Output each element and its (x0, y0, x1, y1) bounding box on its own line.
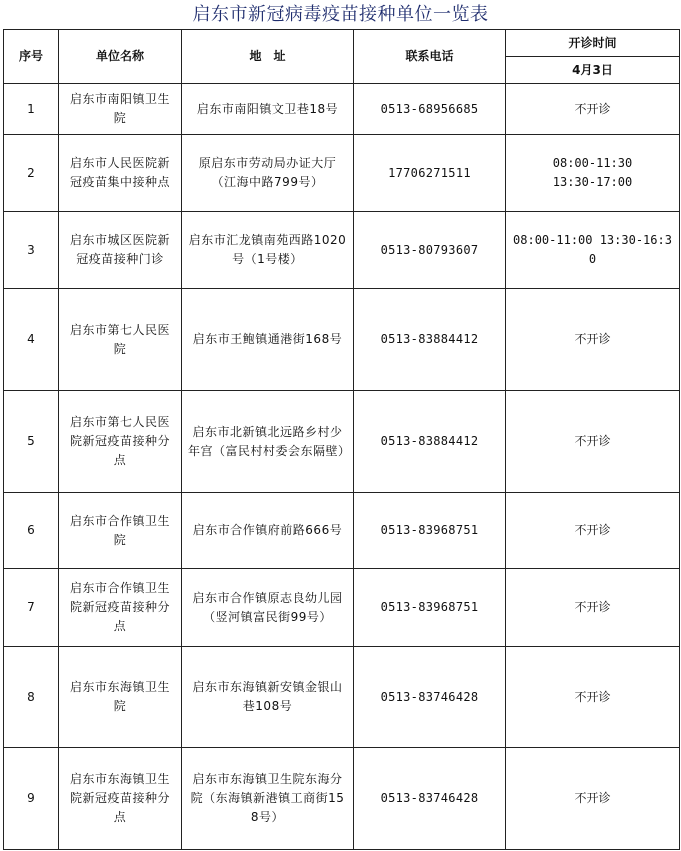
table-row (4, 84, 680, 135)
unit-address: 启东市东海镇新安镇金银山巷108号 (182, 647, 354, 748)
row-number: 3 (4, 212, 59, 289)
unit-name: 启东市第七人民医院 (59, 289, 182, 391)
unit-address: 启东市合作镇原志良幼儿园（竖河镇富民街99号） (182, 569, 354, 647)
unit-hours: 不开诊 (506, 493, 680, 569)
table-row (4, 212, 680, 289)
row-number: 5 (4, 391, 59, 493)
row-number: 9 (4, 748, 59, 850)
unit-name: 启东市东海镇卫生院 (59, 647, 182, 748)
table-row (4, 493, 680, 569)
unit-hours: 08:00-11:30 13:30-17:00 (506, 135, 680, 212)
unit-name: 启东市南阳镇卫生院 (59, 84, 182, 135)
unit-name: 启东市合作镇卫生院新冠疫苗接种分点 (59, 569, 182, 647)
unit-phone: 0513-68956685 (354, 84, 506, 135)
unit-phone: 17706271511 (354, 135, 506, 212)
table-row (4, 569, 680, 647)
vaccination-sites-table (3, 29, 680, 850)
unit-address: 启东市南阳镇文卫巷18号 (182, 84, 354, 135)
header-address: 地 址 (182, 30, 354, 84)
header-hours: 开诊时间 (506, 30, 680, 57)
unit-hours: 不开诊 (506, 391, 680, 493)
table-row (4, 748, 680, 850)
unit-name: 启东市第七人民医院新冠疫苗接种分点 (59, 391, 182, 493)
row-number: 1 (4, 84, 59, 135)
page-title: 启东市新冠病毒疫苗接种单位一览表 (192, 4, 489, 25)
unit-hours: 不开诊 (506, 84, 680, 135)
unit-hours: 不开诊 (506, 647, 680, 748)
unit-address: 启东市东海镇卫生院东海分院（东海镇新港镇工商街158号） (182, 748, 354, 850)
header-date: 4月3日 (506, 57, 680, 84)
unit-hours: 不开诊 (506, 289, 680, 391)
unit-address: 原启东市劳动局办证大厅（江海中路799号） (182, 135, 354, 212)
row-number: 2 (4, 135, 59, 212)
row-number: 4 (4, 289, 59, 391)
row-number: 7 (4, 569, 59, 647)
header-name: 单位名称 (59, 30, 182, 84)
unit-address: 启东市汇龙镇南苑西路1020号（1号楼） (182, 212, 354, 289)
unit-name: 启东市人民医院新冠疫苗集中接种点 (59, 135, 182, 212)
unit-phone: 0513-83968751 (354, 569, 506, 647)
unit-phone: 0513-83884412 (354, 391, 506, 493)
row-number: 6 (4, 493, 59, 569)
unit-phone: 0513-83746428 (354, 647, 506, 748)
header-no: 序号 (4, 30, 59, 84)
unit-address: 启东市北新镇北远路乡村少年宫（富民村村委会东隔壁） (182, 391, 354, 493)
unit-name: 启东市东海镇卫生院新冠疫苗接种分点 (59, 748, 182, 850)
table-row (4, 391, 680, 493)
unit-phone: 0513-83968751 (354, 493, 506, 569)
unit-name: 启东市城区医院新冠疫苗接种门诊 (59, 212, 182, 289)
table-row (4, 647, 680, 748)
unit-hours: 不开诊 (506, 569, 680, 647)
unit-hours: 不开诊 (506, 748, 680, 850)
unit-name: 启东市合作镇卫生院 (59, 493, 182, 569)
table-row (4, 289, 680, 391)
unit-address: 启东市王鲍镇通港街168号 (182, 289, 354, 391)
unit-address: 启东市合作镇府前路666号 (182, 493, 354, 569)
unit-hours: 08:00-11:00 13:30-16:30 (506, 212, 680, 289)
header-phone: 联系电话 (354, 30, 506, 84)
unit-phone: 0513-80793607 (354, 212, 506, 289)
table-row (4, 135, 680, 212)
unit-phone: 0513-83884412 (354, 289, 506, 391)
unit-phone: 0513-83746428 (354, 748, 506, 850)
row-number: 8 (4, 647, 59, 748)
